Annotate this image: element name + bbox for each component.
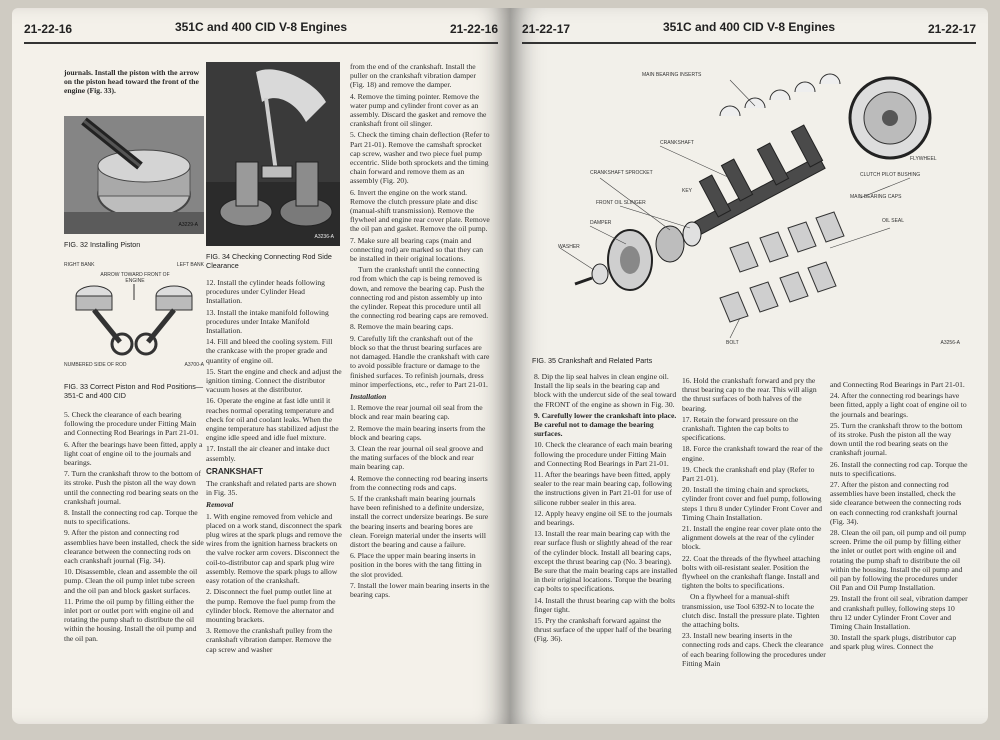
step: 13. Install the intake manifold following procedures under Intake Manifold Installation.: [206, 307, 329, 336]
paragraph: On a flywheel for a manual-shift transmission, use Tool 6392-N to locate the clutch disc. Install the pressure plate. Tighten the attaching bolts.: [682, 592, 820, 630]
label-bolt: BOLT: [726, 340, 739, 346]
step: 4. Remove the connecting rod bearing inserts from the connecting rods and caps.: [350, 473, 488, 492]
step: and Connecting Rod Bearings in Part 21-01.: [830, 380, 965, 389]
figure-code: A3229-A: [178, 222, 198, 228]
fig35-exploded-view: [530, 48, 970, 348]
label-key: KEY: [682, 188, 693, 194]
step: 20. Install the timing chain and sprockets, cylinder front cover and fuel pump, following steps 1 thru 8 under Cylinder Front Cover and Timing Chain Installation.: [682, 485, 823, 522]
section-intro: The crankshaft and related parts are shown in Fig. 35.: [206, 479, 337, 498]
step: 11. Prime the oil pump by filling either the inlet port or outlet port with engine oil and rotating the pump shaft to distribute the oil within the housing. Install the oil pump and the oil pan.: [64, 596, 197, 643]
subsection-heading: Installation: [350, 391, 387, 401]
step: 1. Remove the rear journal oil seal from the block and rear main bearing cap.: [350, 403, 483, 422]
step: 22. Coat the threads of the flywheel attaching bolts with oil-resistant sealer. Position the flywheel on the crankshaft flange. Install and tighten the bolts to specifications.: [682, 553, 821, 591]
step: 3. Remove the crankshaft pulley from the crankshaft vibration damper. Remove the cap screw and washer: [206, 626, 333, 654]
step: 4. Remove the timing pointer. Remove the water pump and cylinder front cover as an assembly. Discard the gasket and remove the crankshaft front oil slinger.: [350, 91, 487, 129]
right-column-3: [830, 380, 968, 654]
step: 7. Make sure all bearing caps (main and connecting rod) are marked so that they can be installed in their original locations.: [350, 235, 484, 264]
left-column-3: [350, 62, 490, 601]
left-page: [12, 8, 510, 724]
label-main-bearing-caps: MAIN BEARING CAPS: [850, 194, 902, 200]
step: 14. Fill and bleed the cooling system. Fill the crankcase with the proper grade and quantity of engine oil.: [206, 337, 333, 365]
page-title: 351C and 400 CID V-8 Engines: [662, 20, 836, 34]
step: 7. Install the lower main bearing inserts in the bearing caps.: [350, 580, 490, 599]
step: 8. Install the connecting rod cap. Torque the nuts to specifications.: [64, 508, 198, 527]
step: 14. Install the thrust bearing cap with the bolts finger tight.: [534, 595, 676, 614]
left-column-1: [64, 68, 204, 98]
step: 2. Disconnect the fuel pump outlet line at the pump. Remove the fuel pump from the cylinder block. Remove the alternator and mounting brackets.: [206, 587, 336, 624]
step: 29. Install the front oil seal, vibration damper and crankshaft pulley, following steps 10 thru 12 under Cylinder Front Cover and Timing Chain Installation.: [830, 594, 968, 632]
step: 5. If the crankshaft main bearing journals have been refinished to a definite undersize, install the correct undersize bearings. Be sure the bearing inserts and bearing bores are clean. Foreign material under the inserts will distort the bearing and cause a failure.: [350, 493, 489, 549]
step: 13. Install the rear main bearing cap with the rear surface flush or slightly ahead of the rear of the cylinder block. Install all bearing caps, except the thrust bearing cap (No. 3 bearing). Be sure that the main bearing caps are installed in their original locations. Torque the bearing cap bolts to specifications.: [534, 529, 678, 594]
label-crankshaft-sprocket: CRANKSHAFT SPROCKET: [590, 170, 653, 176]
right-column-2: [682, 376, 826, 670]
fig33-caption: FIG. 33 Correct Piston and Rod Positions—351-C and 400 CID: [64, 382, 204, 400]
left-running-head: [24, 20, 498, 44]
arrow-label: ARROW TOWARD FRONT OF ENGINE: [100, 272, 170, 284]
section-heading: CRANKSHAFT: [206, 466, 263, 476]
step: 6. After the bearings have been fitted, apply a light coat of engine oil to the journals and bearings.: [64, 439, 203, 468]
step: 10. Disassemble, clean and assemble the oil pump. Clean the oil pump inlet tube screen and the oil pan and block gasket surfaces.: [64, 567, 198, 595]
figure-code: A3256-A: [940, 340, 960, 346]
page-number: 21-22-17: [522, 22, 571, 36]
step: 21. Install the engine rear cover plate onto the alignment dowels at the rear of the cylinder block.: [682, 524, 822, 552]
numbered-side-label: NUMBERED SIDE OF ROD: [64, 362, 127, 368]
step: 9. After the piston and connecting rod assemblies have been installed, check the side clearance between the connecting rods on each crankshaft journal (Fig. 34).: [64, 528, 204, 566]
label-washer: WASHER: [558, 244, 580, 250]
step: 12. Apply heavy engine oil SE to the journals and bearings.: [534, 508, 673, 528]
step: 9. Carefully lift the crankshaft out of the block so that the thrust bearing surfaces are not damaged. Handle the crankshaft with care to avoid possible fracture or damage to the finished surfaces. To refinish journals, dress minor imperfections, etc., refer to Part 21-01.: [350, 333, 490, 389]
step: 26. Install the connecting rod cap. Torque the nuts to specifications.: [830, 459, 968, 478]
step: 16. Hold the crankshaft forward and pry the thrust bearing cap to the rear. This will align the thrust surfaces of both halves of the bearing.: [682, 376, 817, 413]
page-number: 21-22-16: [449, 22, 498, 36]
step: 1. With engine removed from vehicle and placed on a work stand, disconnect the spark plug wires at the spark plugs and remove the wires from the ignition harness brackets on the valve rocker arm covers. Disconnect the coil-to-distributor cap and spark plug wire assembly. Remove the spark plugs to allow easy rotation of the crankshaft.: [206, 511, 342, 586]
intro-text: journals. Install the piston with the arrow on the piston head toward the front of the engine (Fig. 33).: [64, 68, 200, 96]
left-column-2: [206, 278, 342, 656]
step: 25. Turn the crankshaft throw to the bottom of its stroke. Push the piston all the way down until the rod bearing seats on the crankshaft journal.: [830, 420, 963, 458]
step: 6. Place the upper main bearing inserts in position in the bores with the tang fitting in the slot provided.: [350, 551, 482, 579]
step: 27. After the piston and connecting rod assemblies have been installed, check the side clearance between the connecting rods on each connecting rod crankshaft journal (Fig. 34).: [830, 480, 962, 526]
step: 6. Invert the engine on the work stand. Remove the clutch pressure plate and disc (manual-shift transmission). Remove the flywheel and engine rear cover plate. Remove the oil pan and gasket. Remove the oil pump.: [350, 187, 490, 234]
step: 10. Check the clearance of each main bearing following the procedure under Fitting Main and Connecting Rod Bearings in Part 21-01.: [534, 440, 673, 468]
step: 17. Retain the forward pressure on the crankshaft. Tighten the cap bolts to specifications.: [682, 414, 799, 443]
step: 5. Check the clearance of each bearing following the procedure under Fitting Main and Connecting Rod Bearings in Part 21-01.: [64, 410, 199, 438]
step: 16. Operate the engine at fast idle until it reaches normal operating temperature and check for oil and coolant leaks. When the engine temperature has stabilized adjust the engine idle speed and idle fuel mixture.: [206, 396, 339, 443]
step: 28. Clean the oil pan, oil pump and oil pump screen. Prime the oil pump by filling either the inlet or outlet port with engine oil and rotating the pump shaft to distribute the oil within the housing. Install the oil pump and oil pan by following the procedures under Oil Pan and Oil Pump Installation.: [830, 528, 967, 593]
label-damper: DAMPER: [590, 220, 612, 226]
page-number: 21-22-16: [24, 22, 73, 36]
step: 8. Remove the main bearing caps.: [350, 322, 454, 332]
step: 24. After the connecting rod bearings have been fitted, apply a light coat of engine oil to the journals and bearings.: [830, 391, 967, 419]
fig35-caption: FIG. 35 Crankshaft and Related Parts: [532, 356, 653, 365]
fig34-photo: [206, 62, 340, 246]
step: 17. Install the air cleaner and intake duct assembly.: [206, 444, 330, 463]
step: 8. Dip the lip seal halves in clean engine oil. Install the lip seals in the bearing cap and block with the undercut side of the seal toward the FRONT of the engine as shown in Fig. 30.: [534, 372, 677, 409]
step: 15. Start the engine and check and adjust the ignition timing. Connect the distributor vacuum hoses at the distributor.: [206, 366, 342, 395]
right-page: [510, 8, 988, 724]
right-column-1: [534, 372, 678, 646]
fig32-photo: [64, 116, 204, 234]
fig33-diagram: [64, 262, 204, 372]
page-number: 21-22-17: [927, 22, 976, 36]
step: 15. Pry the crankshaft forward against the thrust surface of the upper half of the bearing (Fig. 36).: [534, 616, 672, 644]
left-column-1-steps: [64, 410, 206, 645]
step: 23. Install new bearing inserts in the connecting rods and caps. Check the clearance of each bearing following the procedures under Fitting Main: [682, 631, 826, 668]
fig32-caption: FIG. 32 Installing Piston: [64, 240, 141, 249]
label-oil-seal: OIL SEAL: [882, 218, 905, 224]
intro-text: from the end of the crankshaft. Install the puller on the crankshaft vibration damper (Fig. 18) and remove the damper.: [350, 62, 476, 90]
step: 7. Turn the crankshaft throw to the bottom of its stroke. Push the piston all the way down until the connecting rod bearing seats on the crankshaft journal.: [64, 469, 201, 506]
figure-code: A3236-A: [314, 234, 334, 240]
label-flywheel: FLYWHEEL: [910, 156, 937, 162]
right-bank-label: RIGHT BANK: [64, 262, 95, 268]
label-main-bearing-inserts: MAIN BEARING INSERTS: [642, 72, 702, 78]
label-clutch-pilot-bushing: CLUTCH PILOT BUSHING: [860, 172, 921, 178]
subsection-heading: Removal: [206, 500, 234, 510]
step: 9. Carefully lower the crankshaft into place. Be careful not to damage the bearing surfaces.: [534, 410, 677, 439]
step: 3. Clean the rear journal oil seal groove and the mating surfaces of the block and rear main bearing cap.: [350, 443, 484, 472]
figure-code: A3700-A: [184, 362, 204, 368]
label-front-oil-slinger: FRONT OIL SLINGER: [596, 200, 646, 206]
left-bank-label: LEFT BANK: [176, 262, 204, 268]
step: 12. Install the cylinder heads following procedures under Cylinder Head Installation.: [206, 278, 325, 306]
step: 2. Remove the main bearing inserts from the block and bearing caps.: [350, 423, 486, 442]
step: 19. Check the crankshaft end play (Refer to Part 21-01).: [682, 464, 815, 484]
paragraph: Turn the crankshaft until the connecting rod from which the cap is being removed is down, and remove the bearing cap. Push the connecting rod and piston assembly up into the cylinder. Repeat this procedure until all the connecting rod bearing caps are removed.: [350, 265, 489, 321]
right-running-head: [522, 20, 976, 44]
step: 18. Force the crankshaft toward the rear of the engine.: [682, 444, 823, 463]
step: 30. Install the spark plugs, distributor cap and spark plug wires. Connect the: [830, 633, 957, 652]
step: 11. After the bearings have been fitted, apply sealer to the rear main bearing cap, following the instructions given in Part 21-01 for use of silicone rubber sealer in this area.: [534, 470, 672, 507]
fig34-caption: FIG. 34 Checking Connecting Rod Side Clearance: [206, 252, 332, 270]
step: 5. Check the timing chain deflection (Refer to Part 21-01). Remove the camshaft sprocket cap screw, washer and two piece fuel pump eccentric. Slide both sprockets and the timing chain forward and remove them as an assembly (Fig. 20).: [350, 130, 490, 186]
page-title: 351C and 400 CID V-8 Engines: [174, 20, 348, 34]
label-crankshaft: CRANKSHAFT: [660, 140, 694, 146]
